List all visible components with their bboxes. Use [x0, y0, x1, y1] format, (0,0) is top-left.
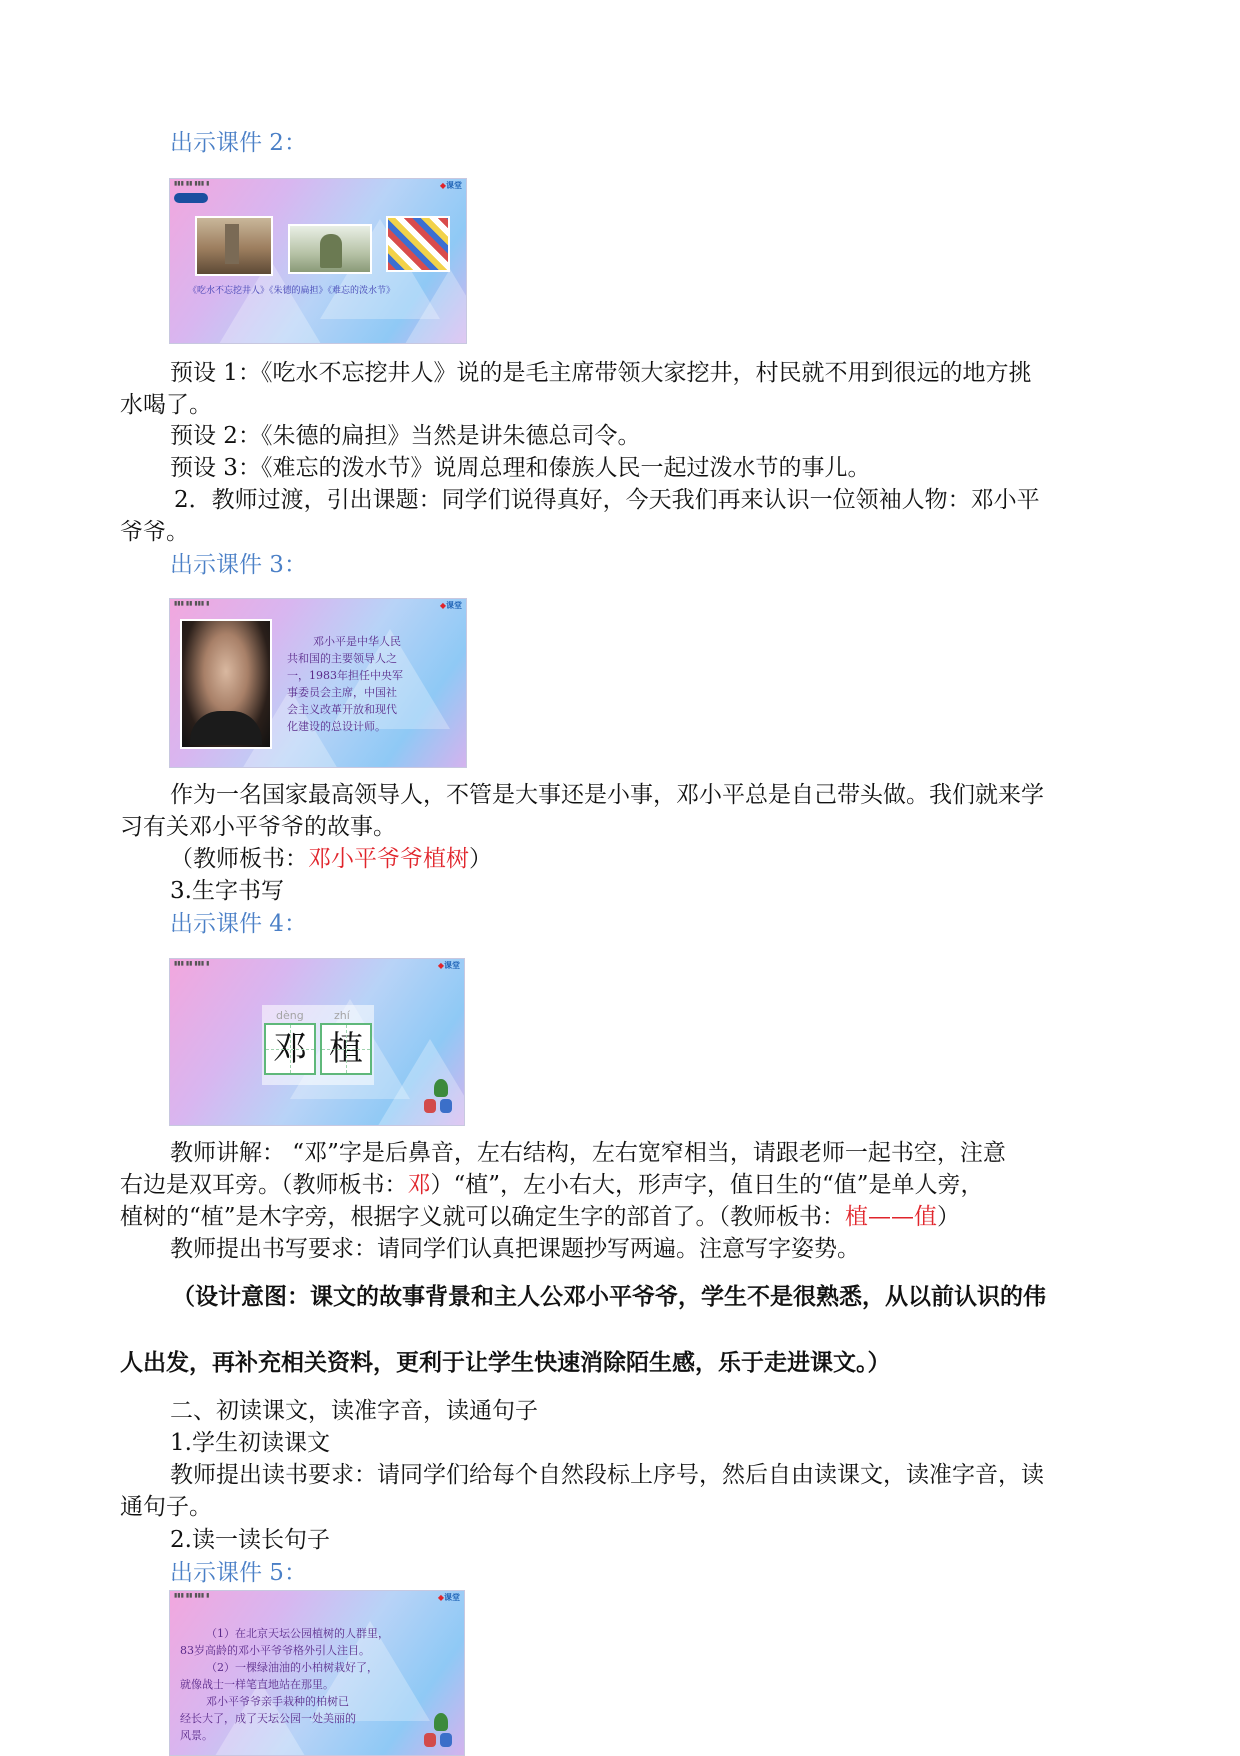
- slide-logo: ◆课堂: [437, 1593, 460, 1602]
- slide3-line: 事委员会主席，中国社: [287, 686, 397, 699]
- para-read-req-b: 通句子。: [120, 1494, 212, 1520]
- slide-label-3: 出示课件 3：: [170, 552, 307, 578]
- explain-b-red: 邓: [407, 1172, 431, 1198]
- explain-b-pre: 右边是双耳旁。（教师板书：: [120, 1172, 408, 1198]
- para-writing-requirement: 教师提出书写要求：请同学们认真把课题抄写两遍。注意写字姿势。: [170, 1236, 860, 1262]
- slide5-line: 就像战士一样笔直地站在那里。: [180, 1678, 334, 1691]
- explain-c-red: 植——值: [845, 1204, 938, 1230]
- slide-nav-pill: [174, 193, 208, 203]
- slide-label-4: 出示课件 4：: [170, 911, 307, 937]
- slide-logo: ◆课堂: [439, 181, 462, 190]
- para-explain-a: 教师讲解： “邓”字是后鼻音，左右结构，左右宽窄相当，请跟老师一起书空，注意: [170, 1140, 1006, 1166]
- slide3-line: 邓小平是中华人民: [313, 635, 401, 648]
- para-leader-b: 习有关邓小平爷爷的故事。: [120, 814, 396, 840]
- section-heading-2: 二、初读课文，读准字音，读通句子: [170, 1398, 538, 1424]
- para-preset-3: 预设 3：《难忘的泼水节》说周总理和傣族人民一起过泼水节的事儿。: [170, 455, 871, 481]
- board-title-post: ）: [469, 846, 492, 872]
- char-box-zhi[interactable]: [320, 1023, 372, 1075]
- slide-image-5: [169, 1590, 465, 1756]
- char-zhi: 植: [329, 1029, 363, 1069]
- slide3-line: 共和国的主要领导人之: [287, 652, 397, 665]
- well-photo: [195, 216, 273, 276]
- slide-logo: ◆课堂: [437, 961, 460, 970]
- explain-c-post: ）: [937, 1204, 961, 1230]
- para-preset-2: 预设 2：《朱德的扁担》当然是讲朱德总司令。: [170, 423, 641, 449]
- design-intent-a: [172, 1282, 1046, 1312]
- slide-topbar: ▮▮▮ ▮▮ ▮▮▮ ▮: [174, 180, 210, 187]
- explain-c-pre: 植树的“植”是木字旁，根据字义就可以确定生字的部首了。（教师板书：: [120, 1204, 846, 1230]
- para-explain-b: [120, 1170, 984, 1200]
- slide2-books: 《吃水不忘挖井人》《朱德的扁担》《难忘的泼水节》: [188, 286, 396, 296]
- para-transition-b: 爷爷。: [120, 519, 189, 545]
- slide3-line: 化建设的总设计师。: [287, 720, 386, 733]
- kids-reading-icon: [424, 1079, 454, 1119]
- slide3-line: 会主义改革开放和现代: [287, 703, 397, 716]
- slide5-line: 经长大了，成了天坛公园一处美丽的: [180, 1712, 356, 1725]
- slide-label-5: 出示课件 5：: [170, 1560, 307, 1586]
- kids-reading-icon: [424, 1713, 454, 1753]
- slide5-line: （2）一棵绿油油的小柏树栽好了，: [206, 1661, 378, 1674]
- slide5-line: 邓小平爷爷亲手栽种的柏树已: [206, 1695, 349, 1708]
- slide-topbar: ▮▮▮ ▮▮ ▮▮▮ ▮: [174, 1592, 210, 1599]
- para-transition-a: 2．教师过渡，引出课题：同学们说得真好，今天我们再来认识一位领袖人物：邓小平: [174, 487, 1040, 513]
- design-intent-b: 人出发，再补充相关资料，更利于让学生快速消除陌生感，乐于走进课文。）: [120, 1350, 891, 1376]
- slide-image-4: [169, 958, 465, 1126]
- para-read-req-a: 教师提出读书要求：请同学们给每个自然段标上序号，然后自由读课文，读准字音，读: [170, 1462, 1044, 1488]
- slide-image-3: [169, 598, 467, 768]
- slide-topbar: ▮▮▮ ▮▮ ▮▮▮ ▮: [174, 600, 210, 607]
- para-board-title: [170, 844, 492, 874]
- char-deng: 邓: [273, 1029, 307, 1069]
- design-intent-label: （设计意图：: [172, 1284, 310, 1310]
- slide3-text-block: [287, 633, 403, 735]
- para-writing-heading: 3.生字书写: [170, 878, 284, 904]
- water-festival-photo: [386, 216, 450, 272]
- slide5-line: 83岁高龄的邓小平爷爷格外引人注目。: [180, 1644, 370, 1657]
- deng-portrait: [180, 619, 272, 749]
- slide-image-2: [169, 178, 467, 344]
- para-first-read: 1.学生初读课文: [170, 1430, 330, 1456]
- para-preset-1b: 水喝了。: [120, 392, 212, 418]
- slide-label-2: 出示课件 2：: [170, 130, 307, 156]
- para-preset-1a: 预设 1：《吃水不忘挖井人》说的是毛主席带领大家挖井，村民就不用到很远的地方挑: [170, 360, 1032, 386]
- slide5-text-block: [180, 1625, 389, 1744]
- para-long-sentences: 2.读一读长句子: [170, 1527, 330, 1553]
- para-leader-a: 作为一名国家最高领导人，不管是大事还是小事，邓小平总是自己带头做。我们就来学: [170, 782, 1044, 808]
- slide5-line: 风景。: [180, 1729, 213, 1742]
- slide5-line: （1）在北京天坛公园植树的人群里，: [206, 1627, 389, 1640]
- explain-b-post: ）“植”，左小右大，形声字，值日生的“值”是单人旁，: [430, 1172, 984, 1198]
- para-explain-c: [120, 1202, 960, 1232]
- board-title-red: 邓小平爷爷植树: [308, 846, 469, 872]
- slide3-line: 一，1983年担任中央军: [287, 669, 403, 682]
- slide-logo: ◆课堂: [439, 601, 462, 610]
- board-title-pre: （教师板书：: [170, 846, 308, 872]
- char-box-deng[interactable]: [264, 1023, 316, 1075]
- design-intent-rest: 课文的故事背景和主人公邓小平爷爷，学生不是很熟悉，从以前认识的伟: [310, 1284, 1046, 1310]
- slide-topbar: ▮▮▮ ▮▮ ▮▮▮ ▮: [174, 960, 210, 967]
- zhude-photo: [288, 224, 372, 274]
